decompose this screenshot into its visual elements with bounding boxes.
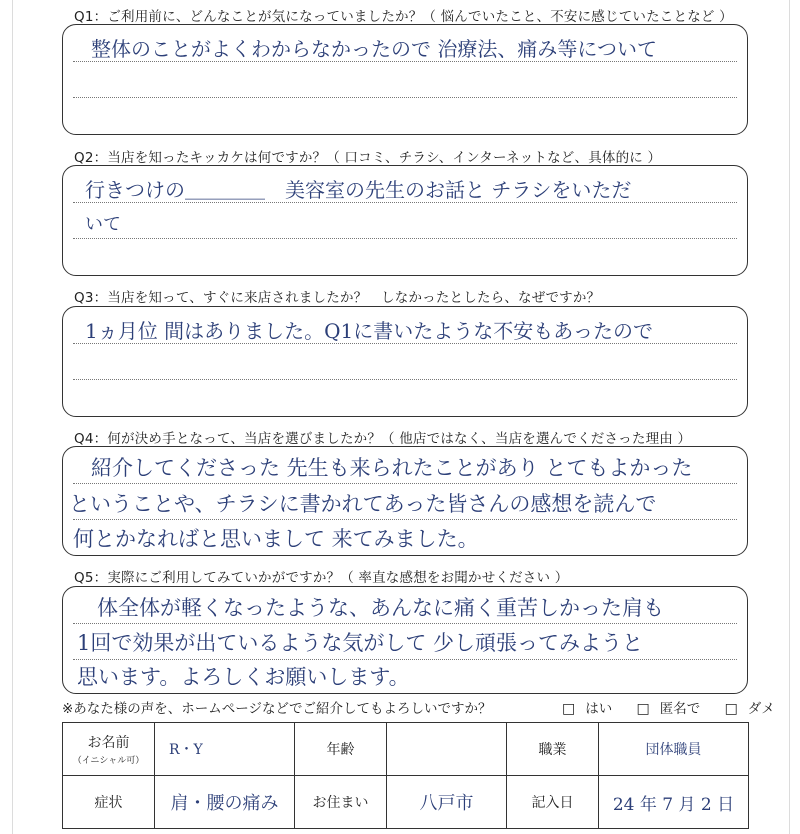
answer-1-line-1: 整体のことがよくわからなかったので 治療法、痛み等について (91, 37, 657, 61)
consent-option-label: 匿名で (659, 701, 701, 717)
checkbox-icon: □ (724, 701, 738, 717)
ruled-line (73, 519, 737, 520)
question-3-label: Q3：当店を知って、すぐに来店されましたか？ しなかったとしたら、なぜですか？ (74, 290, 601, 306)
job-label: 職業 (507, 723, 599, 776)
address-value: 八戸市 (387, 776, 507, 829)
answer-box-1 (62, 24, 748, 135)
consent-option-yes[interactable] (562, 701, 622, 717)
date-value: 24 年 7 月 2 日 (599, 776, 749, 829)
ruled-line (73, 379, 737, 380)
answer-3-line-1: 1ヵ月位 間はありました。Q1に書いたような不安もあったので (85, 319, 654, 343)
table-row (63, 723, 749, 776)
name-value: R・Y (155, 723, 295, 776)
ruled-line (73, 659, 737, 660)
answer-4-line-1: 紹介してくださった 先生も来られたことがあり とてもよかった (91, 456, 693, 480)
date-label: 記入日 (507, 776, 599, 829)
ruled-line (73, 623, 737, 624)
name-label: お名前 (87, 735, 130, 751)
symptom-label: 症状 (63, 776, 155, 829)
answer-2-line-1: 行きつけの＿＿＿＿ 美容室の先生のお話と チラシをいただ (85, 178, 632, 202)
checkbox-icon: □ (562, 701, 576, 717)
checkbox-icon: □ (636, 701, 650, 717)
consent-options (562, 697, 795, 717)
question-1-label: Q1：ご利用前に、どんなことが気になっていましたか？（ 悩んでいたこと、不安に感じていたことなど ） (74, 9, 733, 25)
name-label-cell (63, 723, 155, 776)
ruled-line (73, 97, 737, 98)
customer-info-table (62, 722, 749, 829)
answer-box-4 (62, 446, 748, 556)
answer-box-2 (62, 165, 748, 276)
age-value (387, 723, 507, 776)
page-edge-left (12, 0, 13, 834)
job-value: 団体職員 (599, 723, 749, 776)
answer-2-line-2: いて (85, 214, 121, 235)
symptom-value: 肩・腰の痛み (155, 776, 295, 829)
answer-5-line-3: 思います。よろしくお願いします。 (77, 665, 410, 689)
address-label: お住まい (295, 776, 387, 829)
answer-5-line-2: 1回で効果が出ているような気がして 少し頑張ってみようと (77, 631, 644, 655)
consent-option-anonymous[interactable] (637, 701, 711, 717)
consent-option-label: はい (585, 701, 613, 717)
answer-4-line-2: ということや、チラシに書かれてあった皆さんの感想を読んで (69, 492, 657, 516)
consent-option-no[interactable] (725, 701, 785, 717)
answer-box-3 (62, 306, 748, 417)
consent-question: ※あなた様の声を、ホームページなどでご紹介してもよろしいですか？ (62, 701, 492, 717)
name-sublabel: （イニシャル可） (72, 756, 145, 766)
question-5-label: Q5：実際にご利用してみていかがですか？（ 率直な感想をお聞かせください ） (74, 570, 569, 586)
ruled-line (73, 238, 737, 239)
question-2-label: Q2：当店を知ったキッカケは何ですか？（ 口コミ、チラシ、インターネットなど、具体的に ） (74, 150, 662, 166)
answer-5-line-1: 体全体が軽くなったような、あんなに痛く重苦しかった肩も (97, 596, 664, 620)
consent-option-label: ダメ (747, 701, 775, 717)
age-label: 年齢 (295, 723, 387, 776)
table-row (63, 776, 749, 829)
answer-4-line-3: 何とかなればと思いまして 来てみました。 (73, 527, 479, 551)
ruled-line (73, 483, 737, 484)
question-4-label: Q4：何が決め手となって、当店を選びましたか？（ 他店ではなく、当店を選んでくださった理由 ） (74, 431, 692, 447)
answer-box-5 (62, 586, 748, 694)
